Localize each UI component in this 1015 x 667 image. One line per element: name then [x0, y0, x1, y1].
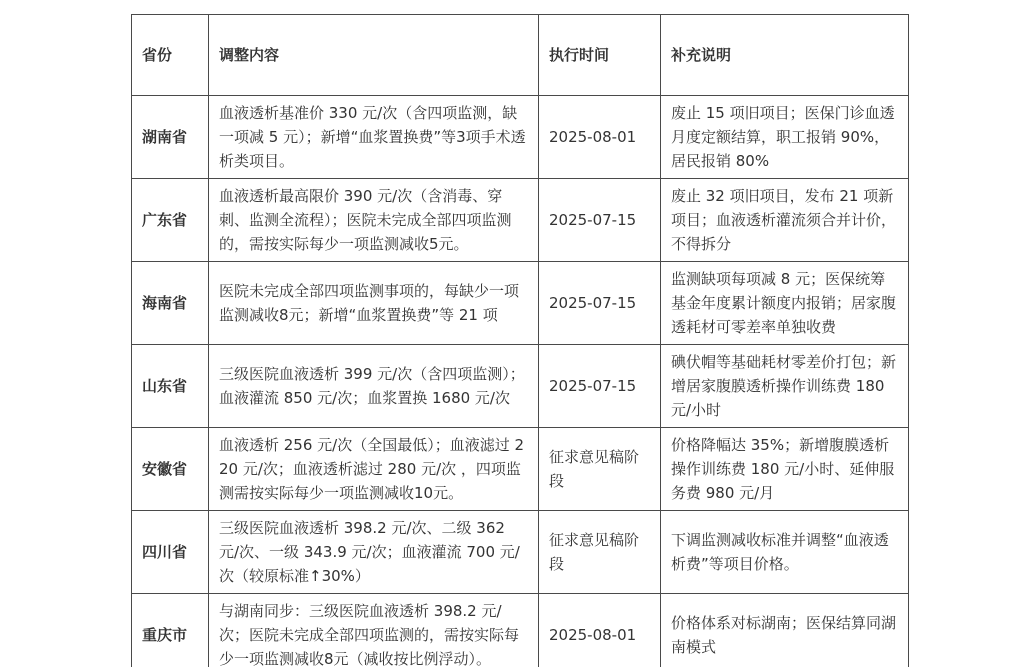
header-cell-content: 调整内容 — [209, 15, 539, 96]
cell-time: 2025-07-15 — [539, 179, 661, 262]
cell-content: 三级医院血液透析 398.2 元/次、二级 362 元/次、一级 343.9 元/次；血液灌流 700 元/次（较原标准↑30%） — [209, 511, 539, 594]
table-row — [132, 96, 909, 179]
header-cell-notes: 补充说明 — [661, 15, 909, 96]
cell-content: 血液透析 256 元/次（全国最低）；血液滤过 220 元/次；血液透析滤过 280 元/次 ，四项监测需按实际每少一项监测减收10元。 — [209, 428, 539, 511]
cell-content: 血液透析最高限价 390 元/次（含消毒、穿刺、监测全流程）；医院未完成全部四项监测的，需按实际每少一项监测减收5元。 — [209, 179, 539, 262]
cell-notes: 废止 32 项旧项目，发布 21 项新项目；血液透析灌流须合并计价，不得拆分 — [661, 179, 909, 262]
table-row — [132, 179, 909, 262]
table-row — [132, 262, 909, 345]
cell-time: 2025-07-15 — [539, 345, 661, 428]
cell-time: 2025-08-01 — [539, 96, 661, 179]
cell-notes: 价格降幅达 35%；新增腹膜透析操作训练费 180 元/小时、延伸服务费 980 元/月 — [661, 428, 909, 511]
cell-province: 海南省 — [132, 262, 209, 345]
cell-notes: 监测缺项每项减 8 元；医保统筹基金年度累计额度内报销；居家腹透耗材可零差率单独收费 — [661, 262, 909, 345]
cell-province: 安徽省 — [132, 428, 209, 511]
cell-content: 与湖南同步：三级医院血液透析 398.2 元/次；医院未完成全部四项监测的，需按实际每少一项监测减收8元（减收按比例浮动）。 — [209, 594, 539, 667]
cell-time: 征求意见稿阶段 — [539, 511, 661, 594]
table-row — [132, 345, 909, 428]
cell-province: 重庆市 — [132, 594, 209, 667]
dialysis-pricing-table — [131, 14, 909, 667]
table-row — [132, 594, 909, 667]
cell-time: 征求意见稿阶段 — [539, 428, 661, 511]
cell-province: 山东省 — [132, 345, 209, 428]
cell-content: 血液透析基准价 330 元/次（含四项监测，缺一项减 5 元）；新增“血浆置换费”等3项手术透析类项目。 — [209, 96, 539, 179]
header-cell-time: 执行时间 — [539, 15, 661, 96]
cell-notes: 价格体系对标湖南；医保结算同湖南模式 — [661, 594, 909, 667]
table-row — [132, 428, 909, 511]
cell-province: 广东省 — [132, 179, 209, 262]
cell-province: 湖南省 — [132, 96, 209, 179]
table-header-row — [132, 15, 909, 96]
cell-province: 四川省 — [132, 511, 209, 594]
cell-notes: 废止 15 项旧项目；医保门诊血透月度定额结算，职工报销 90%，居民报销 80% — [661, 96, 909, 179]
cell-notes: 碘伏帽等基础耗材零差价打包；新增居家腹膜透析操作训练费 180 元/小时 — [661, 345, 909, 428]
cell-time: 2025-07-15 — [539, 262, 661, 345]
cell-content: 医院未完成全部四项监测事项的，每缺少一项监测减收8元；新增“血浆置换费”等 21 项 — [209, 262, 539, 345]
cell-notes: 下调监测减收标准并调整“血液透析费”等项目价格。 — [661, 511, 909, 594]
header-cell-province: 省份 — [132, 15, 209, 96]
cell-content: 三级医院血液透析 399 元/次（含四项监测）；血液灌流 850 元/次；血浆置换 1680 元/次 — [209, 345, 539, 428]
cell-time: 2025-08-01 — [539, 594, 661, 667]
table-row — [132, 511, 909, 594]
